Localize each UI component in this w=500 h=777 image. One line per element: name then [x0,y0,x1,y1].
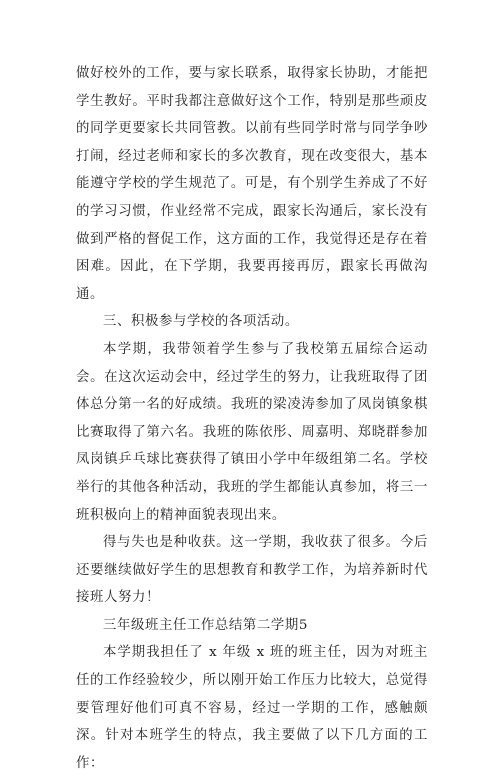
document-body [76,60,428,777]
paragraph-sports-meet: 本学期，我带领着学生参与了我校第五届综合运动会。在这次运动会中，经过学生的努力，让我班取得了团体总分第一名的好成绩。我班的梁凌涛参加了凤岗镇象棋比赛取得了第六名。我班的陈依彤、周嘉明、郑晓群参加凤岗镇乒乓球比赛获得了镇田小学中年级组第二名。学校举行的其他各种活动，我班的学生都能认真参加，将三一班积极向上的精神面貌表现出来。 [76,341,428,523]
paragraph-home-school-contact: 做好校外的工作，要与家长联系，取得家长协助，才能把学生教好。平时我都注意做好这个工作，特别是那些顽皮的同学更要家长共同管教。以前有些同学时常与同学争吵打闹，经过老师和家长的多次教育，现在改变很大，基本能遵守学校的学生规范了。可是，有个别学生养成了不好的学习习惯，作业经常不完成，跟家长沟通后，家长没有做到严格的督促工作，这方面的工作，我觉得还是存在着困难。因此，在下学期，我要再接再厉，跟家长再做沟通。 [76,66,428,302]
section-heading-school-activities: 三、积极参与学校的各项活动。 [103,314,299,330]
paragraph-gains-and-losses: 得与失也是种收获。这一学期，我收获了很多。今后还要继续做好学生的思想教育和教学工作，为培养新时代接班人努力！ [76,535,428,606]
paragraph-intro-summary-5: 本学期我担任了 x 年级 x 班的班主任，因为对班主任的工作经验较少，所以刚开始工作压力比较大，总觉得要管理好他们可真不容易，经过一学期的工作，感触颇深。针对本班学生的特点，我主要做了以下几方面的工作： [76,645,428,771]
article-title-summary-5: 三年级班主任工作总结第二学期5 [103,617,308,633]
